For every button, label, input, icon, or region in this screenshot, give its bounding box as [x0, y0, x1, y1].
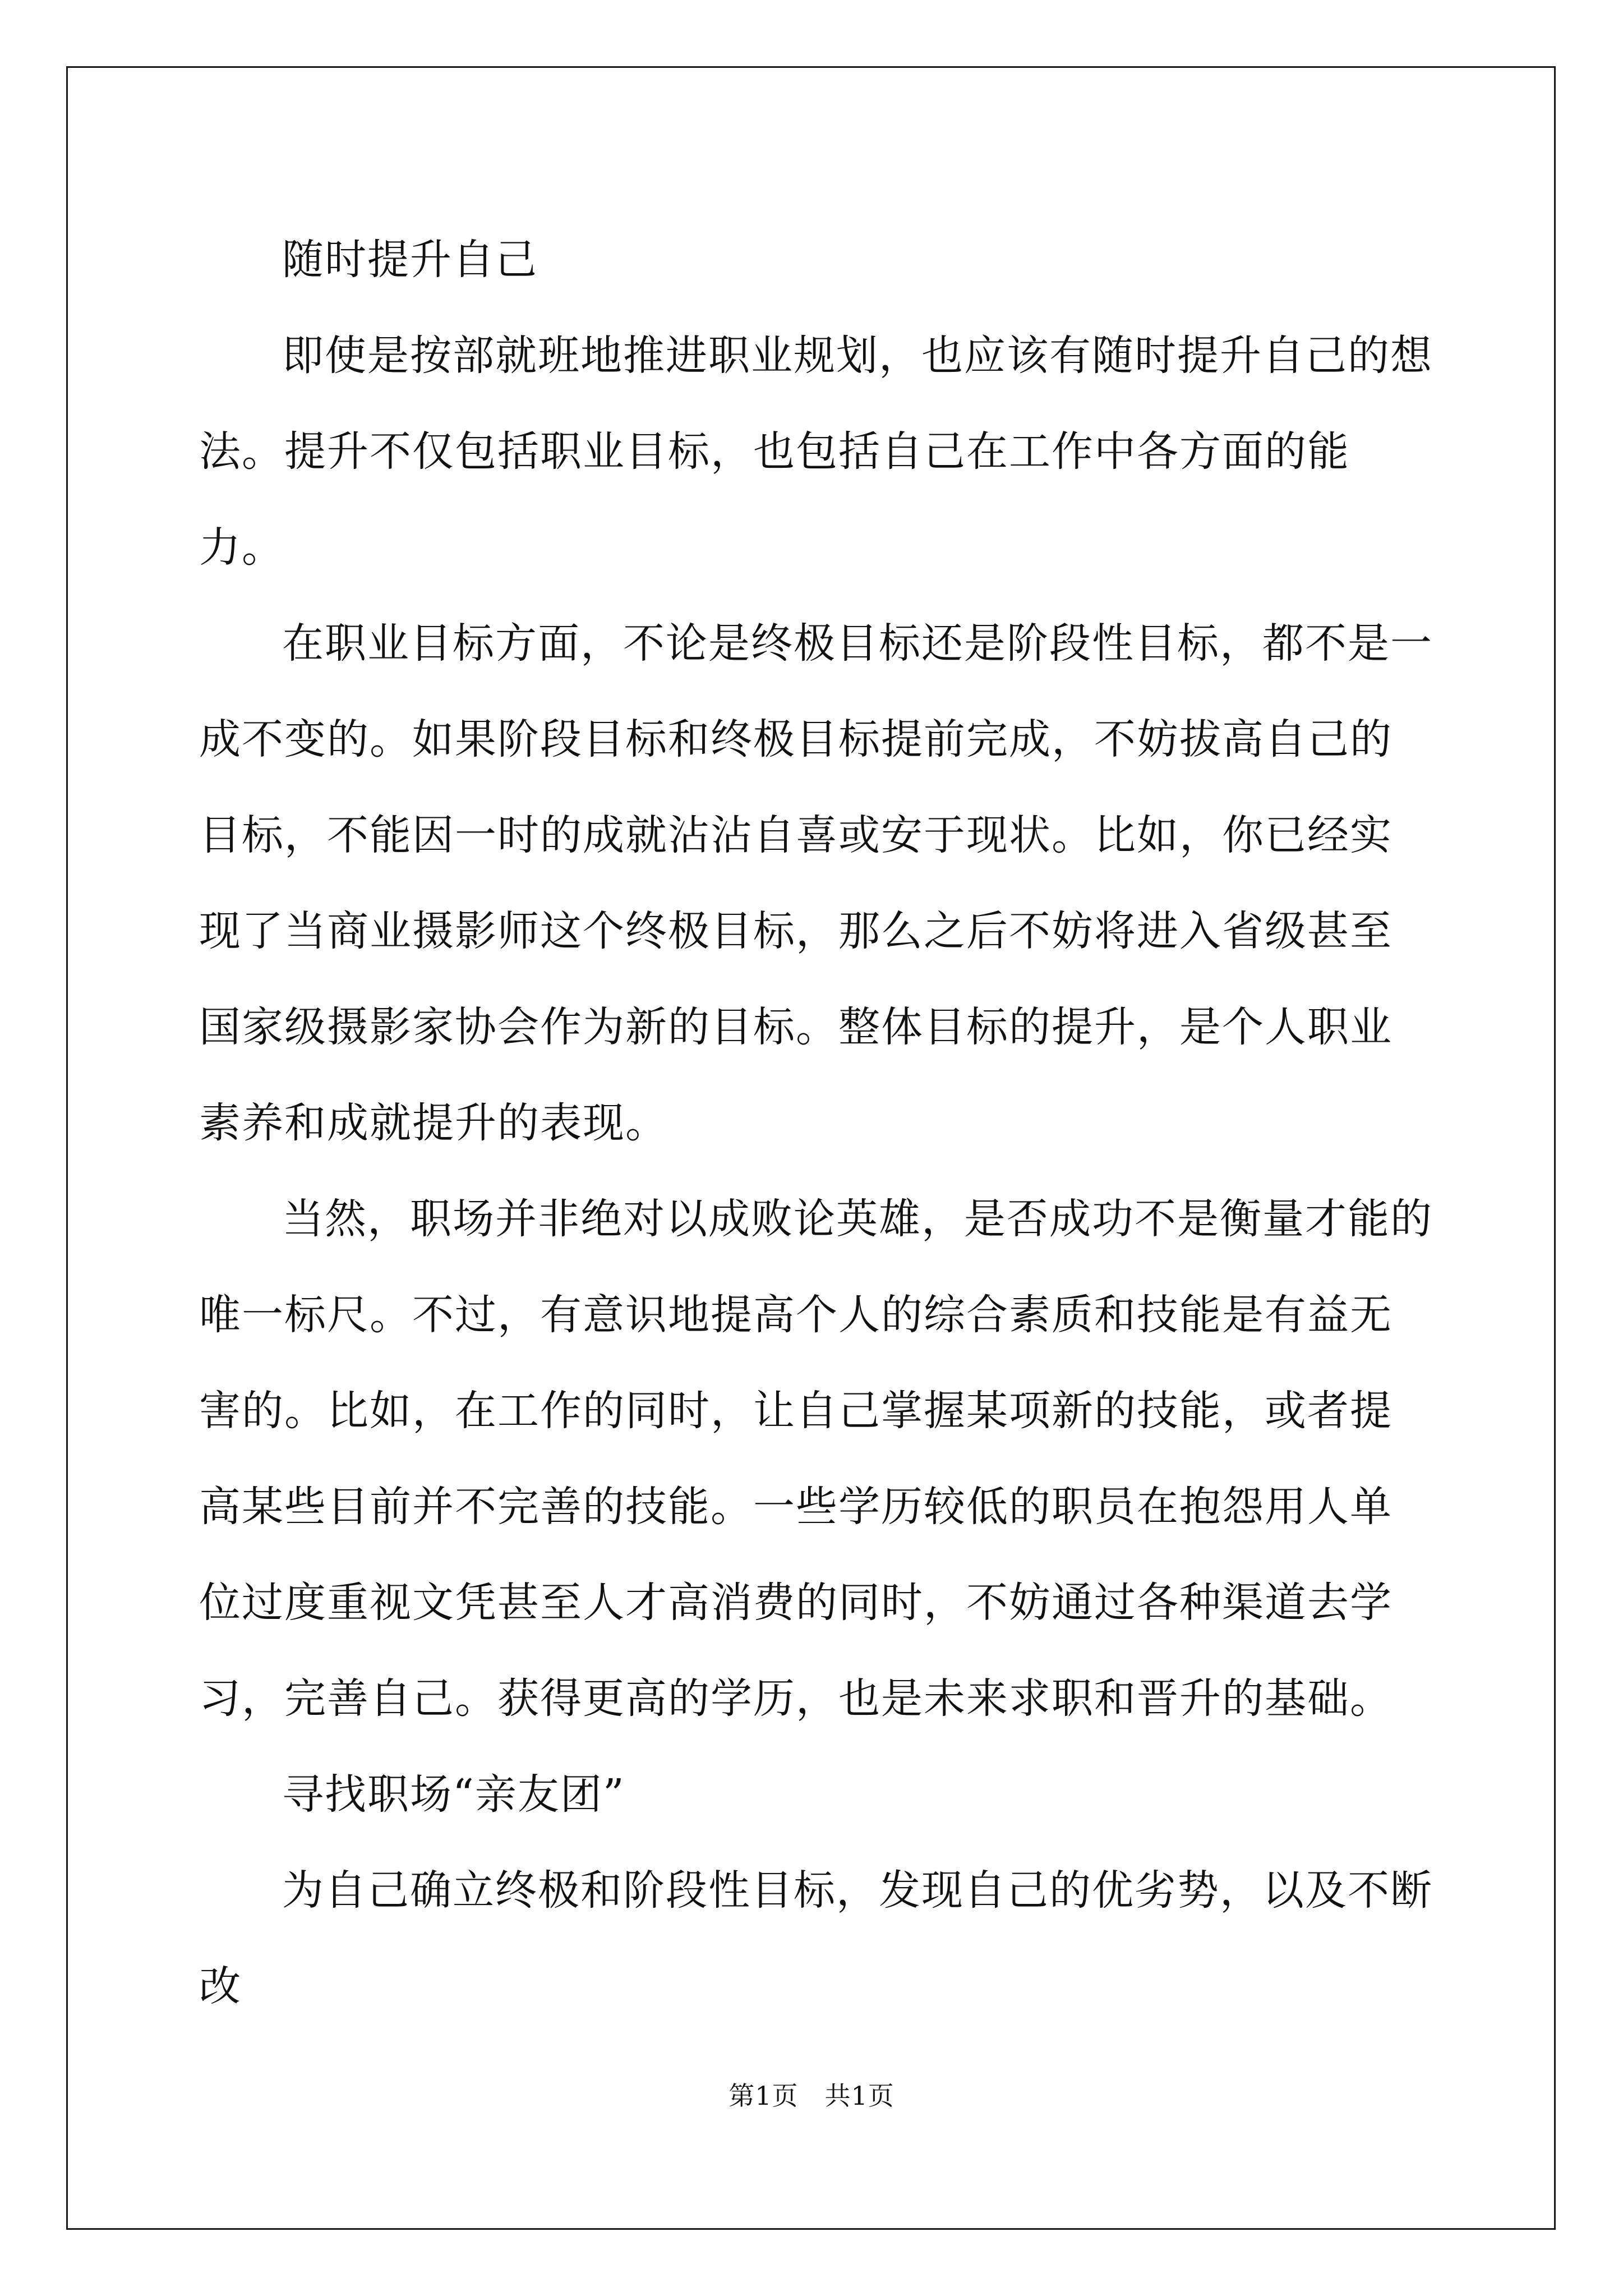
body-paragraph: 在职业目标方面，不论是终极目标还是阶段性目标，都不是一成不变的。如果阶段目标和终极目标提前完成，不妨拔高自己的目标，不能因一时的成就沾沾自喜或安于现状。比如，你已经实现了当商业摄影师这个终极目标，那么之后不妨将进入省级甚至国家级摄影家协会作为新的目标。整体目标的提升，是个人职业素养和成就提升的表现。 — [199, 619, 1433, 1147]
document-body — [199, 212, 1433, 2035]
section-heading-workplace-friends: 寻找职场“亲友团” — [282, 1770, 625, 1819]
body-paragraph: 当然，职场并非绝对以成败论英雄，是否成功不是衡量才能的唯一标尺。不过，有意识地提高个人的综合素质和技能是有益无害的。比如，在工作的同时，让自己掌握某项新的技能，或者提高某些目前并不完善的技能。一些学历较低的职员在抱怨用人单位过度重视文凭甚至人才高消费的同时，不妨通过各种渠道去学习，完善自己。获得更高的学历，也是未来求职和晋升的基础。 — [199, 1195, 1433, 1723]
page-number-footer: 第1页 共1页 — [728, 2081, 895, 2111]
body-paragraph: 即使是按部就班地推进职业规划，也应该有随时提升自己的想法。提升不仅包括职业目标，也包括自己在工作中各方面的能力。 — [199, 332, 1433, 572]
section-heading-improve-yourself: 随时提升自己 — [282, 236, 538, 284]
body-paragraph: 为自己确立终极和阶段性目标，发现自己的优劣势，以及不断改 — [199, 1866, 1433, 2010]
